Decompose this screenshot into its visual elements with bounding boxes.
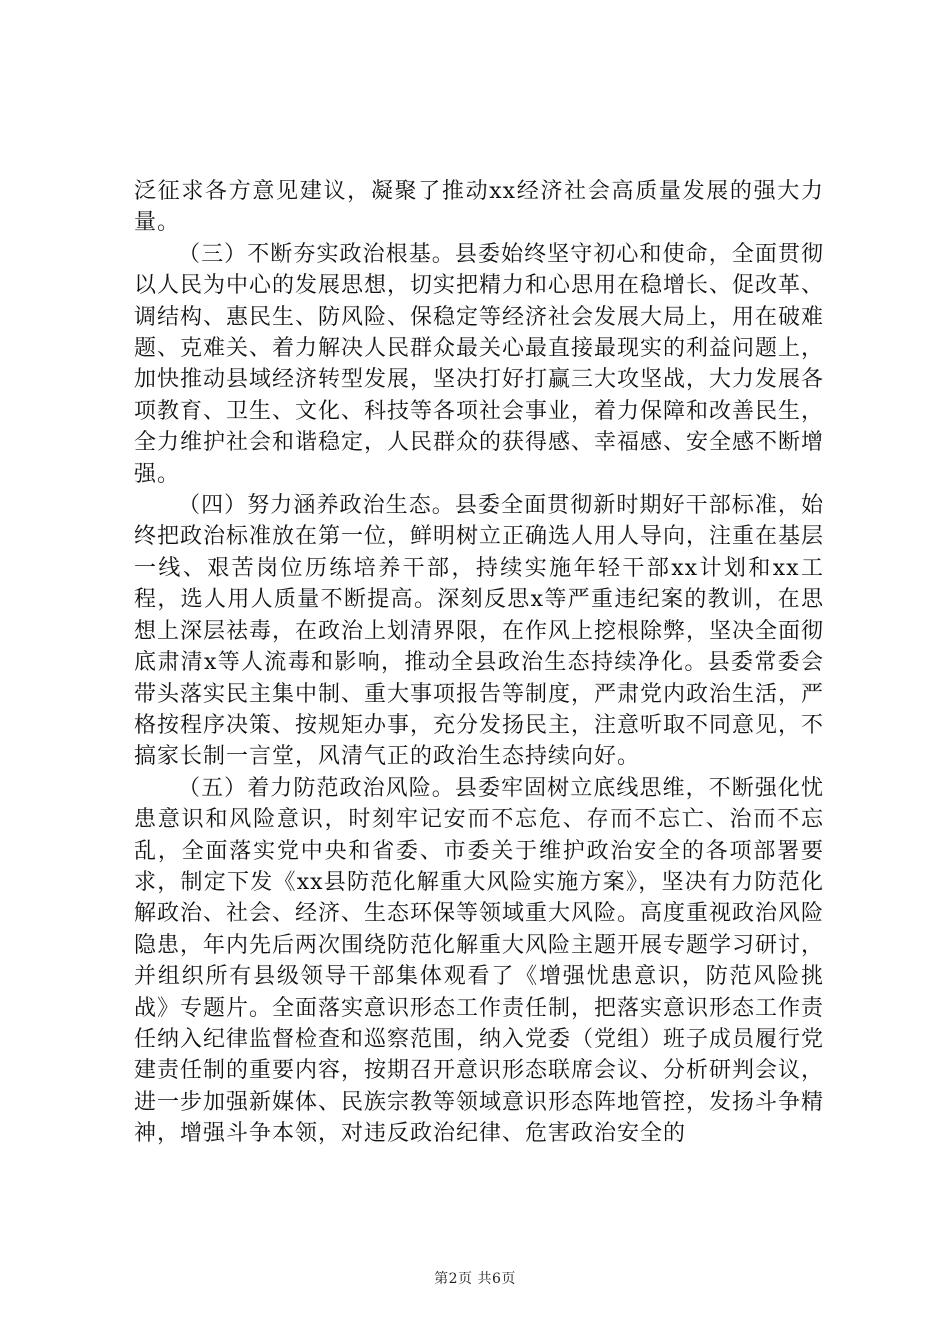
document-body: [134, 176, 824, 1150]
paragraph-section-5: （五）着力防范政治风险。县委牢固树立底线思维，不断强化忧患意识和风险意识，时刻牢记安而不忘危、存而不忘亡、治而不忘乱，全面落实党中央和省委、市委关于维护政治安全的各项部署要求，制定下发《xx县防范化解重大风险实施方案》，坚决有力防范化解政治、社会、经济、生态环保等领域重大风险。高度重视政治风险隐患，年内先后两次围绕防范化解重大风险主题开展专题学习研讨，并组织所有县级领导干部集体观看了《增强忧患意识，防范风险挑战》专题片。全面落实意识形态工作责任制，把落实意识形态工作责任纳入纪律监督检查和巡察范围，纳入党委（党组）班子成员履行党建责任制的重要内容，按期召开意识形态联席会议、分析研判会议，进一步加强新媒体、民族宗教等领域意识形态阵地管控，发扬斗争精神，增强斗争本领，对违反政治纪律、危害政治安全的: [134, 775, 825, 1147]
paragraph-section-3: （三）不断夯实政治根基。县委始终坚守初心和使命，全面贯彻以人民为中心的发展思想，切实把精力和心思用在稳增长、促改革、调结构、惠民生、防风险、保稳定等经济社会发展大局上，用在破难题、克难关、着力解决人民群众最关心最直接最现实的利益问题上，加快推动县域经济转型发展，坚决打好打赢三大攻坚战，大力发展各项教育、卫生、文化、科技等各项社会事业，着力保障和改善民生，全力维护社会和谐稳定，人民群众的获得感、幸福感、安全感不断增强。: [134, 241, 825, 487]
page-footer: 第2页 共6页: [434, 1271, 516, 1287]
paragraph-section-4: （四）努力涵养政治生态。县委全面贯彻新时期好干部标准，始终把政治标准放在第一位，鲜明树立正确选人用人导向，注重在基层一线、艰苦岗位历练培养干部，持续实施年轻干部xx计划和xx工程，选人用人质量不断提高。深刻反思x等严重违纪案的教训，在思想上深层祛毒，在政治上划清界限，在作风上挖根除弊，坚决全面彻底肃清x等人流毒和影响，推动全县政治生态持续净化。县委常委会带头落实民主集中制、重大事项报告等制度，严肃党内政治生活，严格按程序决策、按规矩办事，充分发扬民主，注意听取不同意见，不搞家长制一言堂，风清气正的政治生态持续向好。: [134, 493, 825, 770]
paragraph-continuation: 泛征求各方意见建议，凝聚了推动xx经济社会高质量发展的强大力量。: [134, 179, 824, 236]
